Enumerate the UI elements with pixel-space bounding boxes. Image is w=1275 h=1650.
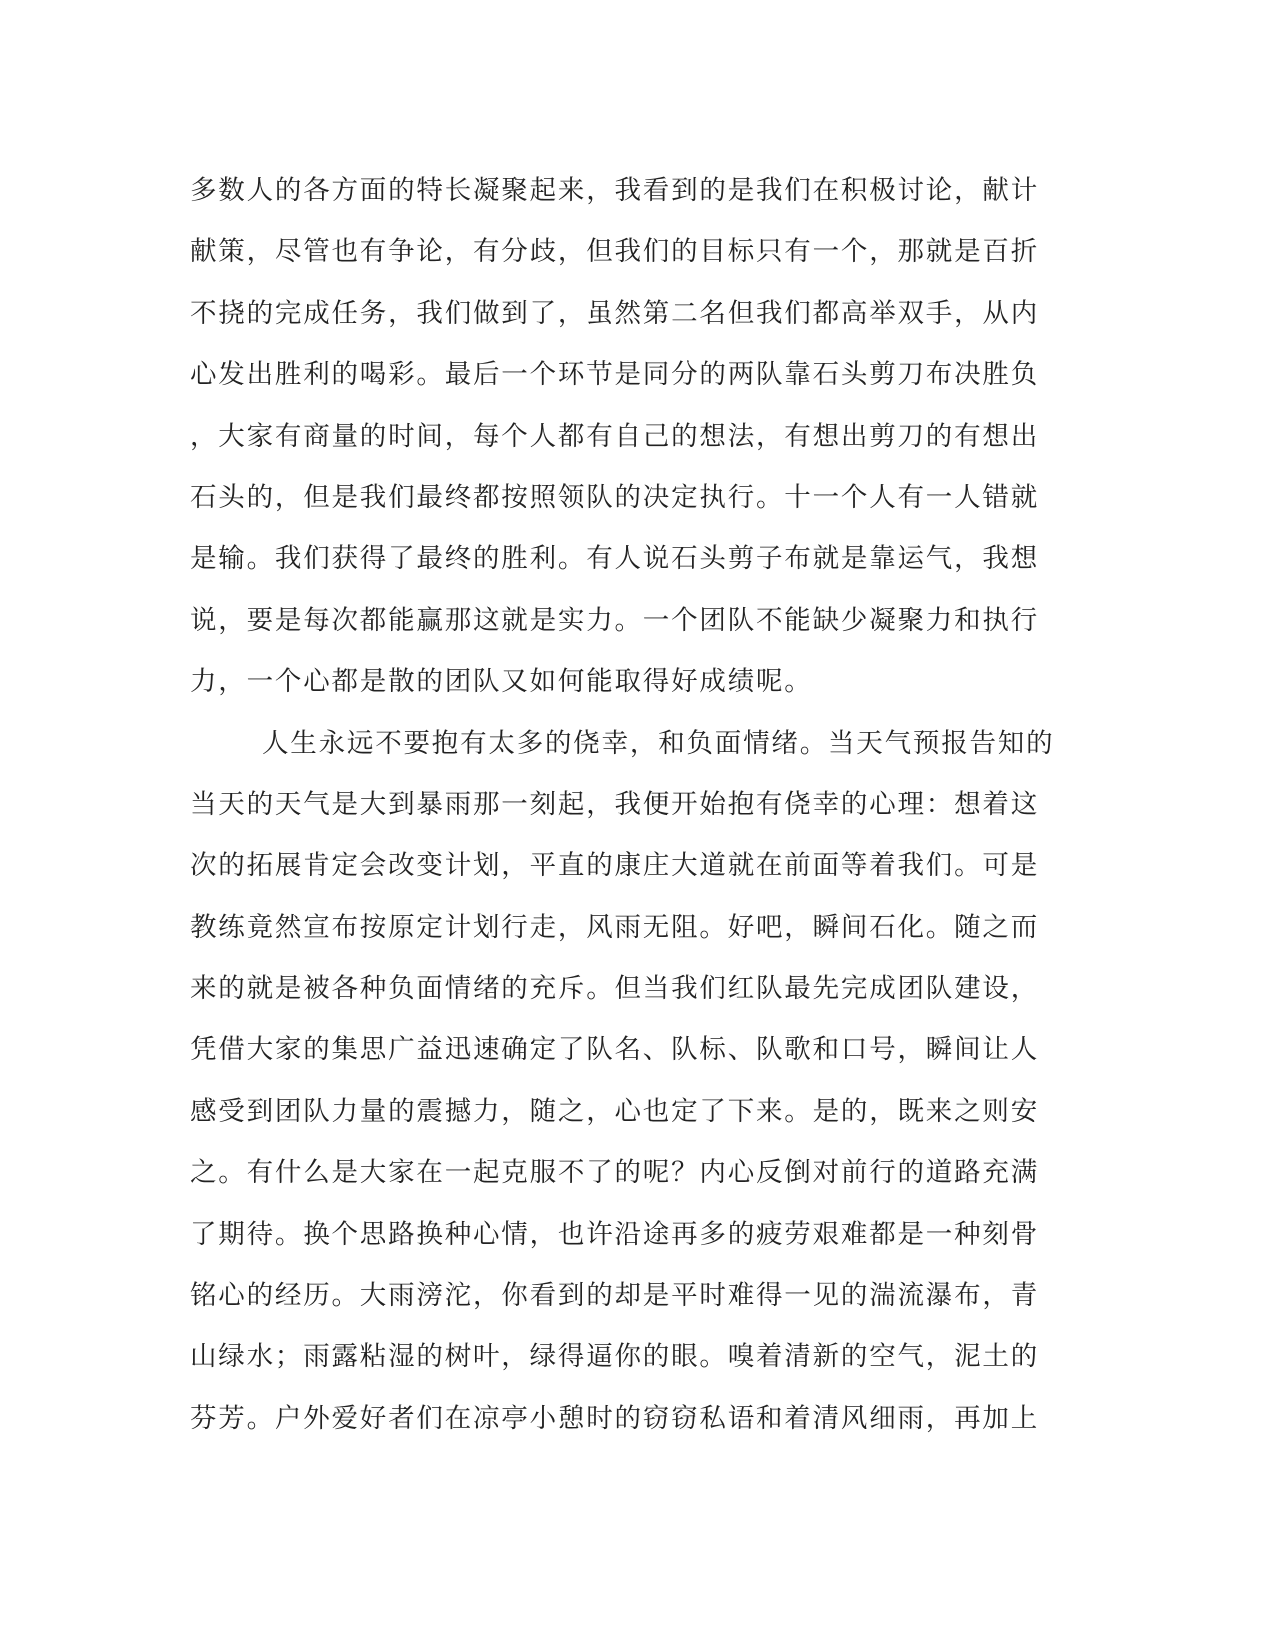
text-line: 心发出胜利的喝彩。最后一个环节是同分的两队靠石头剪刀布决胜负 [190, 359, 1039, 391]
text-line: 铭心的经历。大雨滂沱，你看到的却是平时难得一见的湍流瀑布，青 [190, 1280, 1039, 1312]
text-line: 感受到团队力量的震撼力，随之，心也定了下来。是的，既来之则安 [190, 1095, 1039, 1127]
text-line: 力，一个心都是散的团队又如何能取得好成绩呢。 [190, 666, 813, 698]
text-line: 石头的，但是我们最终都按照领队的决定执行。十一个人有一人错就 [190, 481, 1039, 513]
text-line: ，大家有商量的时间，每个人都有自己的想法，有想出剪刀的有想出 [190, 420, 1039, 452]
text-line: 不挠的完成任务，我们做到了，虽然第二名但我们都高举双手，从内 [190, 297, 1039, 329]
text-line: 说，要是每次都能赢那这就是实力。一个团队不能缺少凝聚力和执行 [190, 604, 1039, 636]
text-line: 山绿水；雨露粘湿的树叶，绿得逼你的眼。嗅着清新的空气，泥土的 [190, 1341, 1039, 1373]
text-line: 芬芳。户外爱好者们在凉亭小憩时的窃窃私语和着清风细雨，再加上 [190, 1402, 1039, 1434]
text-line: 次的拓展肯定会改变计划，平直的康庄大道就在前面等着我们。可是 [190, 850, 1039, 882]
text-line: 是输。我们获得了最终的胜利。有人说石头剪子布就是靠运气，我想 [190, 543, 1039, 575]
text-line: 了期待。换个思路换种心情，也许沿途再多的疲劳艰难都是一种刻骨 [190, 1218, 1039, 1250]
text-line: 当天的天气是大到暴雨那一刻起，我便开始抱有侥幸的心理：想着这 [190, 788, 1039, 820]
text-line: 多数人的各方面的特长凝聚起来，我看到的是我们在积极讨论，献计 [190, 175, 1039, 206]
body-text [190, 160, 1070, 1449]
paragraph-start-line: 人生永远不要抱有太多的侥幸，和负面情绪。当天气预报告知的 [262, 727, 1055, 759]
text-line: 教练竟然宣布按原定计划行走，风雨无阻。好吧，瞬间石化。随之而 [190, 911, 1039, 943]
text-line: 凭借大家的集思广益迅速确定了队名、队标、队歌和口号，瞬间让人 [190, 1034, 1039, 1066]
text-line: 献策，尽管也有争论，有分歧，但我们的目标只有一个，那就是百折 [190, 236, 1039, 268]
text-line: 来的就是被各种负面情绪的充斥。但当我们红队最先完成团队建设， [190, 973, 1039, 1005]
text-line: 之。有什么是大家在一起克服不了的呢？内心反倒对前行的道路充满 [190, 1157, 1039, 1189]
